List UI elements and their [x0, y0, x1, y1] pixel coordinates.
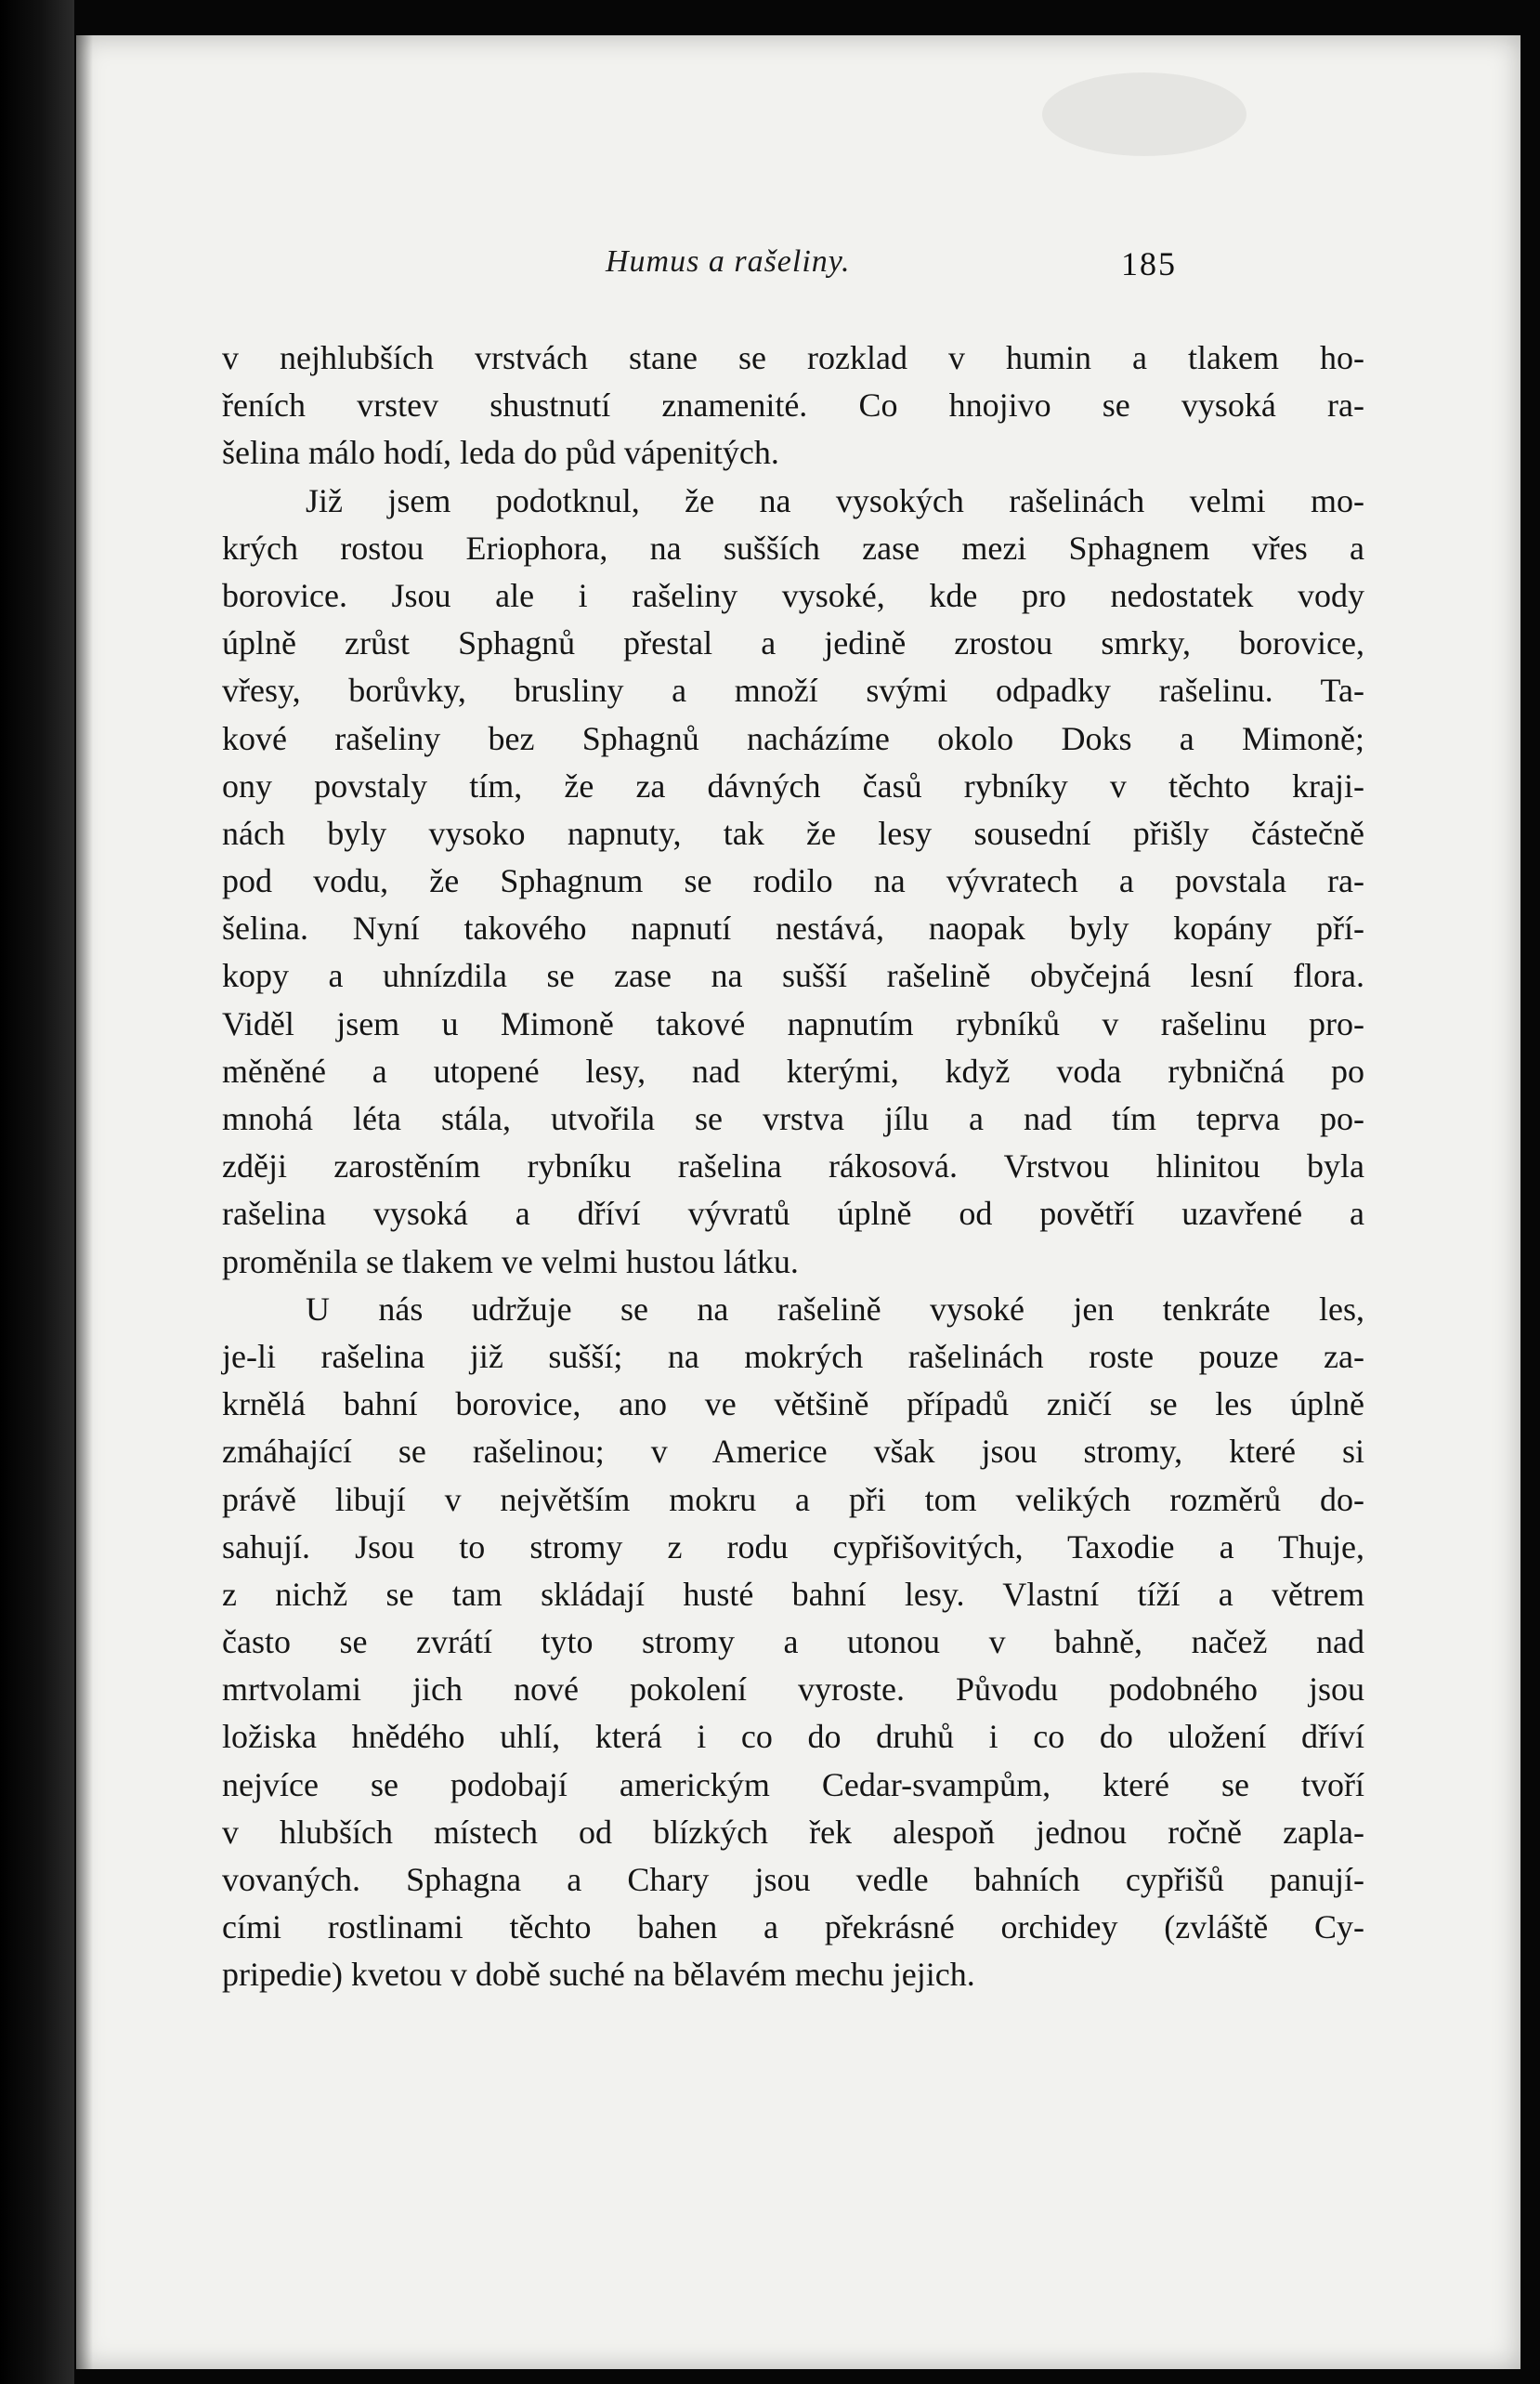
text-line: zději zarostěním rybníku rašelina rákosová. Vrstvou hlinitou byla	[222, 1147, 1364, 1185]
text-line: cími rostlinami těchto bahen a překrásné orchidey (zvláště Cy-	[222, 1908, 1364, 1946]
text-line: je-li rašelina již sušší; na mokrých rašelinách roste pouze za-	[222, 1337, 1364, 1375]
text-line: krých rostou Eriophora, na sušších zase mezi Sphagnem vřes a	[222, 529, 1364, 567]
text-line: vřesy, borůvky, brusliny a množí svými odpadky rašelinu. Ta-	[222, 672, 1364, 710]
text-line: řeních vrstev shustnutí znamenité. Co hnojivo se vysoká ra-	[222, 386, 1364, 425]
text-line: mnohá léta stála, utvořila se vrstva jílu a nad tím teprva po-	[222, 1100, 1364, 1137]
text-line: kové rašeliny bez Sphagnů nacházíme okolo Doks a Mimoně;	[222, 719, 1364, 757]
text-line: nách byly vysoko napnuty, tak že lesy sousední přišly částečně	[222, 814, 1364, 852]
text-line: v hlubších místech od blízkých řek alespoň jednou ročně zapla-	[222, 1813, 1364, 1851]
gutter-shadow	[76, 35, 93, 2369]
text-line: proměnila se tlakem ve velmi hustou látku.	[222, 1242, 799, 1280]
text-line: úplně zrůst Sphagnů přestal a jedině zrostou smrky, borovice,	[222, 624, 1364, 662]
text-line: Již jsem podotknul, že na vysokých rašelinách velmi mo-	[306, 481, 1364, 519]
page-smudge	[1042, 72, 1246, 156]
text-line: kopy a uhnízdila se zase na sušší rašelině obyčejná lesní flora.	[222, 957, 1364, 995]
text-line: sahují. Jsou to stromy z rodu cypřišovitých, Taxodie a Thuje,	[222, 1527, 1364, 1565]
text-line: právě libují v největším mokru a při tom velikých rozměrů do-	[222, 1480, 1364, 1518]
text-line: nejvíce se podobají americkým Cedar-svampům, které se tvoří	[222, 1765, 1364, 1803]
text-line: pod vodu, že Sphagnum se rodilo na vývratech a povstala ra-	[222, 862, 1364, 900]
text-line: ložiska hnědého uhlí, která i co do druhů i co do uložení dříví	[222, 1718, 1364, 1756]
text-line: měněné a utopené lesy, nad kterými, když voda rybničná po	[222, 1052, 1364, 1090]
text-line: v nejhlubších vrstvách stane se rozklad v humin a tlakem ho-	[222, 339, 1364, 376]
running-head	[76, 244, 1520, 309]
text-line: z nichž se tam skládají husté bahní lesy. Vlastní tíží a větrem	[222, 1575, 1364, 1613]
text-line: Viděl jsem u Mimoně takové napnutím rybníků v rašelinu pro-	[222, 1004, 1364, 1042]
text-line: rašelina vysoká a dříví vývratů úplně od povětří uzavřené a	[222, 1195, 1364, 1233]
text-line: šelina. Nyní takového napnutí nestává, naopak byly kopány pří-	[222, 910, 1364, 948]
text-line: pripedie) kvetou v době suché na bělavém mechu jejich.	[222, 1956, 975, 1994]
text-line: borovice. Jsou ale i rašeliny vysoké, kde pro nedostatek vody	[222, 576, 1364, 614]
book-spine-edge	[0, 0, 74, 2384]
running-title: Humus a rašeliny.	[606, 244, 851, 279]
text-line: ony povstaly tím, že za dávných časů rybníky v těchto kraji-	[222, 766, 1364, 805]
text-line: U nás udržuje se na rašelině vysoké jen tenkráte les,	[306, 1290, 1364, 1328]
text-line: mrtvolami jich nové pokolení vyroste. Původu podobného jsou	[222, 1670, 1364, 1709]
text-line: často se zvrátí tyto stromy a utonou v bahně, načež nad	[222, 1623, 1364, 1661]
text-line: vovaných. Sphagna a Chary jsou vedle bahních cypřišů panují-	[222, 1861, 1364, 1898]
text-line: krnělá bahní borovice, ano ve většině případů zničí se les úplně	[222, 1385, 1364, 1423]
book-page	[76, 35, 1520, 2369]
text-line: šelina málo hodí, leda do půd vápenitých.	[222, 434, 779, 472]
text-line: zmáhající se rašelinou; v Americe však jsou stromy, které si	[222, 1433, 1364, 1471]
body-text	[222, 334, 1364, 1999]
page-number: 185	[1121, 245, 1177, 282]
